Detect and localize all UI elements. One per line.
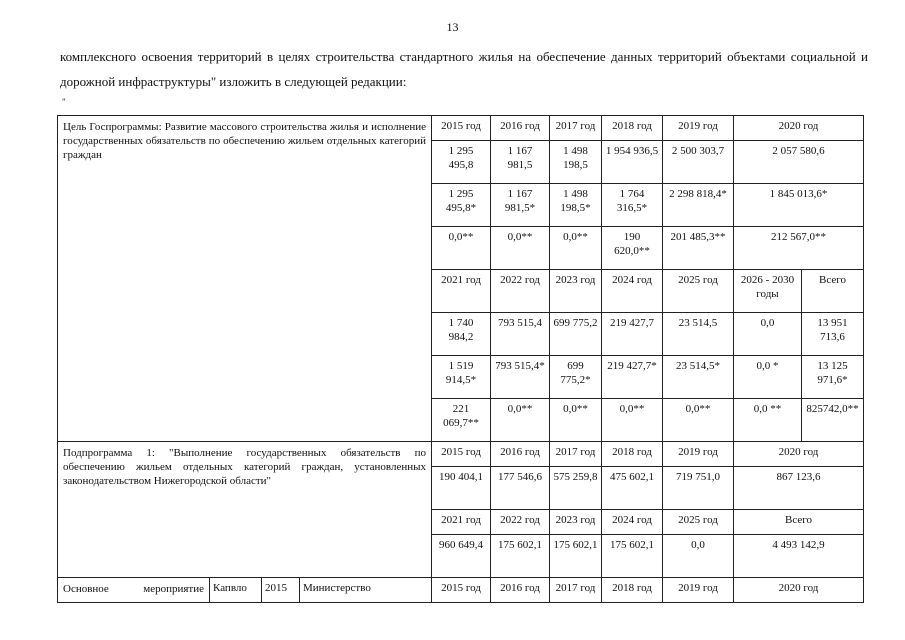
value-cell: 719 751,0 [663,467,734,510]
value-cell: 699 775,2 [550,313,602,356]
subprogram-1-label: Подпрограмма 1: "Выполнение государственных обязательств по обеспечению жильем отдельных категорий граждан, установленных законодательством Нижегородской области" [58,442,432,578]
value-cell: 1 954 936,5 [602,141,663,184]
sub1-years-a-row [58,442,864,467]
value-cell: 960 649,4 [432,535,491,578]
year-header: 2021 год [432,270,491,313]
main-activity-label: Основное мероприятие [58,578,210,603]
value-cell: 13 125 971,6* [802,356,864,399]
value-cell: 2 298 818,4* [663,184,734,227]
value-cell: 0,0** [602,399,663,442]
value-cell: 793 515,4* [491,356,550,399]
year-header: 2024 год [602,270,663,313]
value-cell: 13 951 713,6 [802,313,864,356]
year-header: 2019 год [663,442,734,467]
value-cell: 0,0** [432,227,491,270]
value-cell: 175 602,1 [491,535,550,578]
program-funding-table [57,115,864,603]
value-cell: 0,0** [663,399,734,442]
value-cell: 177 546,6 [491,467,550,510]
year-header: 2018 год [602,578,663,603]
value-cell: 0,0** [491,399,550,442]
value-cell: 201 485,3** [663,227,734,270]
value-cell: 0,0 ** [734,399,802,442]
value-cell: 2 057 580,6 [734,141,864,184]
year-header: 2025 год [663,510,734,535]
value-cell: 190 404,1 [432,467,491,510]
value-cell: 175 602,1 [550,535,602,578]
value-cell: 0,0 [663,535,734,578]
value-cell: 1 845 013,6* [734,184,864,227]
value-cell: 2 500 303,7 [663,141,734,184]
value-cell: 1 498 198,5 [550,141,602,184]
value-cell: 219 427,7 [602,313,663,356]
page-number: 13 [446,20,459,34]
value-cell: 190 620,0** [602,227,663,270]
value-cell: 793 515,4 [491,313,550,356]
year-header: 2021 год [432,510,491,535]
value-cell: 699 775,2* [550,356,602,399]
value-cell: 4 493 142,9 [734,535,864,578]
year-header: 2022 год [491,270,550,313]
year-header: 2020 год [734,578,864,603]
year-header: 2022 год [491,510,550,535]
value-cell: 825742,0** [802,399,864,442]
value-cell: 475 602,1 [602,467,663,510]
value-cell: 0,0** [491,227,550,270]
value-cell: 1 295 495,8* [432,184,491,227]
main-activity-executor: Министерство [300,578,432,603]
year-header: Всего [734,510,864,535]
value-cell: 175 602,1 [602,535,663,578]
goal-label: Цель Госпрограммы: Развитие массового строительства жилья и исполнение государственных обязательств по обеспечению жильем отдельных категорий граждан [58,116,432,442]
goal-years-a-row [58,116,864,141]
intro-paragraph: комплексного освоения территорий в целях строительства стандартного жилья на обеспечение данных территорий объектами социальной и дорожной инфраструктуры" изложить в следующей редакции: [60,49,868,89]
value-cell: 867 123,6 [734,467,864,510]
year-header: 2026 - 2030 годы [734,270,802,313]
year-header: 2016 год [491,578,550,603]
year-header: 2018 год [602,442,663,467]
value-cell: 1 167 981,5 [491,141,550,184]
value-cell: 23 514,5* [663,356,734,399]
main-activity-year: 2015 [262,578,300,603]
year-header: 2017 год [550,116,602,141]
year-header: 2015 год [432,578,491,603]
value-cell: 0,0** [550,227,602,270]
value-cell: 1 764 316,5* [602,184,663,227]
year-header: 2016 год [491,116,550,141]
value-cell: 221 069,7** [432,399,491,442]
value-cell: 0,0 * [734,356,802,399]
year-header: 2019 год [663,578,734,603]
year-header: 2017 год [550,442,602,467]
year-header: 2018 год [602,116,663,141]
value-cell: 23 514,5 [663,313,734,356]
value-cell: 212 567,0** [734,227,864,270]
year-header: Всего [802,270,864,313]
year-header: 2016 год [491,442,550,467]
year-header: 2015 год [432,442,491,467]
value-cell: 219 427,7* [602,356,663,399]
main-activity-code: Капвло [210,578,262,603]
opening-quote: " [62,97,66,107]
main-activity-row [58,578,864,603]
year-header: 2017 год [550,578,602,603]
year-header: 2024 год [602,510,663,535]
year-header: 2015 год [432,116,491,141]
year-header: 2020 год [734,116,864,141]
year-header: 2019 год [663,116,734,141]
year-header: 2020 год [734,442,864,467]
value-cell: 1 740 984,2 [432,313,491,356]
year-header: 2023 год [550,510,602,535]
value-cell: 575 259,8 [550,467,602,510]
year-header: 2025 год [663,270,734,313]
value-cell: 0,0 [734,313,802,356]
value-cell: 1 295 495,8 [432,141,491,184]
year-header: 2023 год [550,270,602,313]
value-cell: 1 167 981,5* [491,184,550,227]
value-cell: 1 519 914,5* [432,356,491,399]
value-cell: 1 498 198,5* [550,184,602,227]
value-cell: 0,0** [550,399,602,442]
